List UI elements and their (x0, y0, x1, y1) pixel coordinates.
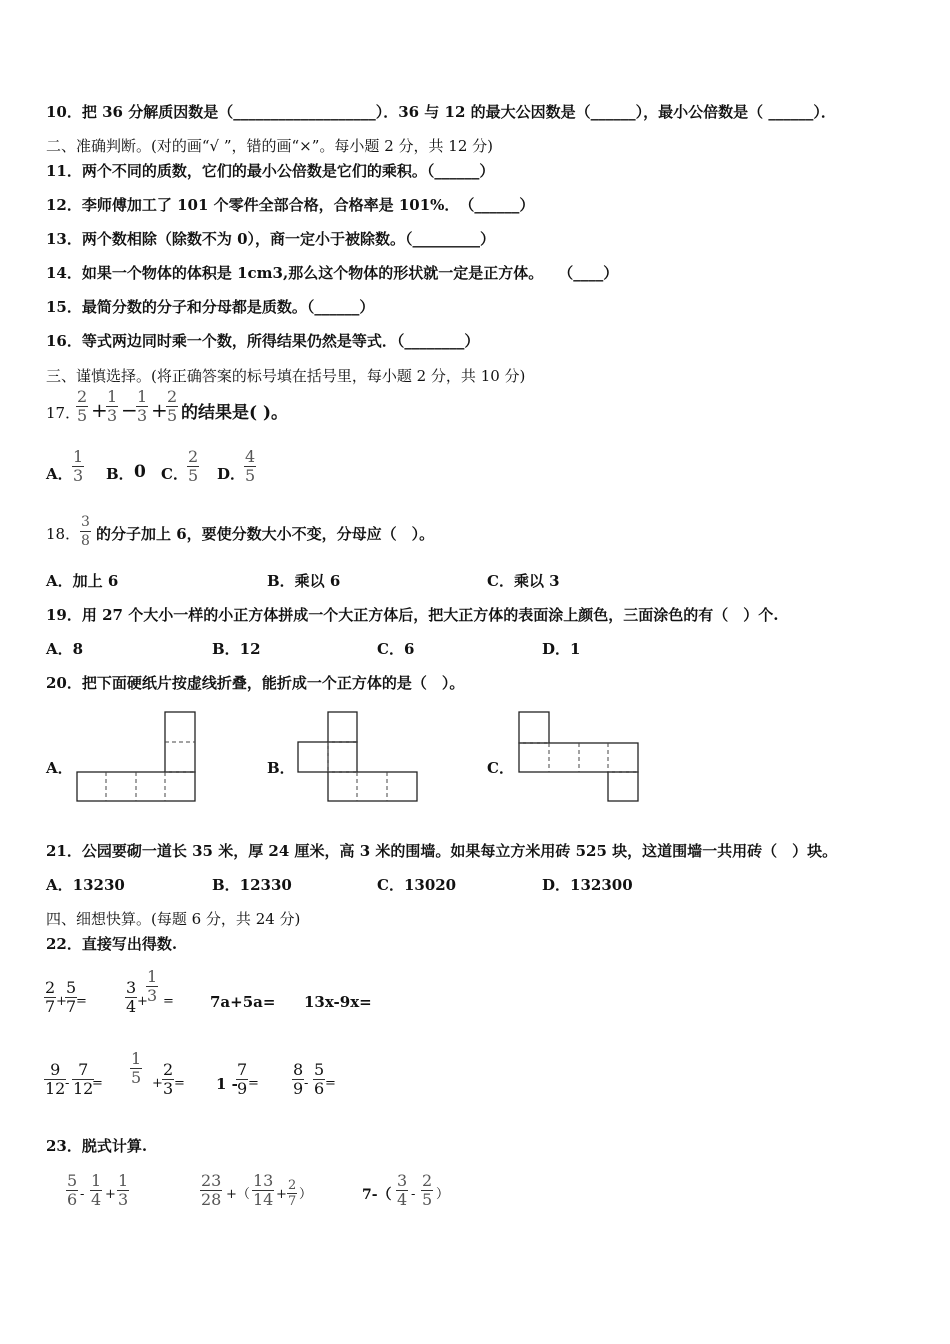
operator: + (276, 1187, 287, 1202)
operator: + (91, 398, 108, 422)
operator: - (411, 1187, 416, 1202)
option-c[interactable]: C． (487, 759, 514, 777)
fraction: $\frac{7}{12}$ (73, 1060, 94, 1098)
question-number: 18． (46, 525, 81, 543)
expression: 7a+5a= (210, 993, 276, 1011)
option-c[interactable]: C．6 (377, 640, 415, 658)
operator: + (105, 1187, 116, 1202)
option-a[interactable]: A． (46, 465, 73, 483)
fraction: $\frac{23}{28}$ (201, 1171, 222, 1209)
fraction: $\frac{9}{12}$ (45, 1060, 66, 1098)
close-paren: ） (436, 1187, 450, 1202)
operator: + (152, 1076, 163, 1091)
expression: 13x-9x= (304, 993, 372, 1011)
question-15: 15．最简分数的分子和分母都是质数。（______） (46, 298, 375, 316)
fraction: $\frac{2}{5}$ (77, 387, 88, 425)
operator: - (304, 1076, 309, 1091)
expression-prefix: 1 - (216, 1075, 238, 1093)
fraction: $\frac{1}{3}$ (147, 967, 158, 1005)
question-text: 23．脱式计算. (46, 1137, 148, 1155)
fraction: $\frac{3}{4}$ (126, 978, 137, 1016)
operator: - (65, 1076, 70, 1091)
fraction: $\frac{13}{14}$ (253, 1171, 274, 1209)
option-a[interactable]: A．8 (46, 640, 84, 658)
fraction: $\frac{1}{3}$ (137, 387, 148, 425)
option-c[interactable]: C． (161, 465, 188, 483)
close-paren: ） (299, 1187, 313, 1202)
option-a-fraction: $\frac{1}{3}$ (73, 447, 84, 485)
question-text: 20．把下面硬纸片按虚线折叠，能折成一个正方体的是（ ）。 (46, 674, 465, 692)
fraction: $\frac{3}{8}$ (81, 514, 90, 549)
cube-net-b (297, 711, 419, 803)
option-b-value: 0 (134, 462, 146, 482)
question-number: 17． (46, 404, 81, 422)
fraction: $\frac{1}{5}$ (131, 1049, 142, 1087)
option-a[interactable]: A． (46, 759, 73, 777)
cube-net-a (76, 711, 197, 803)
option-a[interactable]: A．加上 6 (46, 572, 119, 590)
question-10: 10．把 36 分解质因数是（___________________）．36 与 12 的最大公因数是（______），最小公倍数是（ ______）． (46, 103, 836, 121)
option-b[interactable]: B． (267, 759, 295, 777)
expression-prefix: 7-（ (362, 1187, 392, 1203)
option-b[interactable]: B．12 (212, 640, 261, 658)
operator: + (151, 398, 168, 422)
question-text: 22．直接写出得数. (46, 935, 178, 953)
fraction: $\frac{2}{3}$ (163, 1060, 174, 1098)
section-3-heading: 三、谨慎选择。(将正确答案的标号填在括号里，每小题 2 分，共 10 分) (46, 367, 526, 385)
fraction: $\frac{3}{4}$ (397, 1171, 408, 1209)
option-d[interactable]: D．1 (542, 640, 581, 658)
fraction: $\frac{2}{7}$ (288, 1178, 297, 1209)
question-text: 的分子加上 6，要使分数大小不变，分母应（ ）。 (96, 525, 435, 543)
fraction: $\frac{7}{9}$ (237, 1060, 248, 1098)
question-13: 13．两个数相除（除数不为 0），商一定小于被除数。（_________） (46, 230, 496, 248)
question-14: 14．如果一个物体的体积是 1cm3,那么这个物体的形状就一定是正方体。 （____） (46, 264, 619, 282)
question-text: 的结果是( )。 (181, 403, 289, 423)
option-c-fraction: $\frac{2}{5}$ (188, 447, 199, 485)
option-d[interactable]: D． (217, 465, 246, 483)
equals: = (76, 994, 87, 1009)
cube-net-c (518, 711, 640, 803)
option-b[interactable]: B． (106, 465, 134, 483)
fraction: $\frac{2}{5}$ (167, 387, 178, 425)
fraction: $\frac{2}{7}$ (45, 978, 56, 1016)
equals: = (248, 1076, 259, 1091)
option-b[interactable]: B．乘以 6 (267, 572, 341, 590)
operator: + (137, 994, 148, 1009)
equals: = (325, 1076, 336, 1091)
option-b[interactable]: B．12330 (212, 876, 292, 894)
fraction: $\frac{5}{6}$ (67, 1171, 78, 1209)
fraction: $\frac{5}{7}$ (66, 978, 77, 1016)
question-12: 12．李师傅加工了 101 个零件全部合格，合格率是 101%． （______） (46, 196, 535, 214)
question-11: 11．两个不同的质数，它们的最小公倍数是它们的乘积。（______） (46, 162, 495, 180)
equals: = (92, 1076, 103, 1091)
question-16: 16．等式两边同时乘一个数，所得结果仍然是等式．（________） (46, 332, 480, 350)
equals: = (174, 1076, 185, 1091)
operator: - (80, 1187, 85, 1202)
option-a[interactable]: A．13230 (46, 876, 125, 894)
section-4-heading: 四、细想快算。(每题 6 分，共 24 分) (46, 910, 301, 928)
option-d-fraction: $\frac{4}{5}$ (245, 447, 256, 485)
fraction: $\frac{8}{9}$ (293, 1060, 304, 1098)
fraction: $\frac{5}{6}$ (314, 1060, 325, 1098)
section-2-heading: 二、准确判断。(对的画“√ ”，错的画“×”。每小题 2 分，共 12 分) (46, 137, 493, 155)
operator: +（ (226, 1187, 250, 1202)
fraction: $\frac{1}{3}$ (107, 387, 118, 425)
option-d[interactable]: D．132300 (542, 876, 633, 894)
option-c[interactable]: C．乘以 3 (487, 572, 560, 590)
question-text: 19．用 27 个大小一样的小正方体拼成一个大正方体后，把大正方体的表面涂上颜色，三面涂色的有（ ）个. (46, 606, 779, 624)
operator: + (56, 994, 67, 1009)
question-text: 21．公园要砌一道长 35 米，厚 24 厘米，高 3 米的围墙。如果每立方米用砖 525 块，这道围墙一共用砖（ ）块。 (46, 842, 838, 860)
operator: − (121, 398, 138, 422)
option-c[interactable]: C．13020 (377, 876, 457, 894)
fraction: $\frac{2}{5}$ (422, 1171, 433, 1209)
fraction: $\frac{1}{4}$ (91, 1171, 102, 1209)
fraction: $\frac{1}{3}$ (118, 1171, 129, 1209)
equals: = (163, 994, 174, 1009)
